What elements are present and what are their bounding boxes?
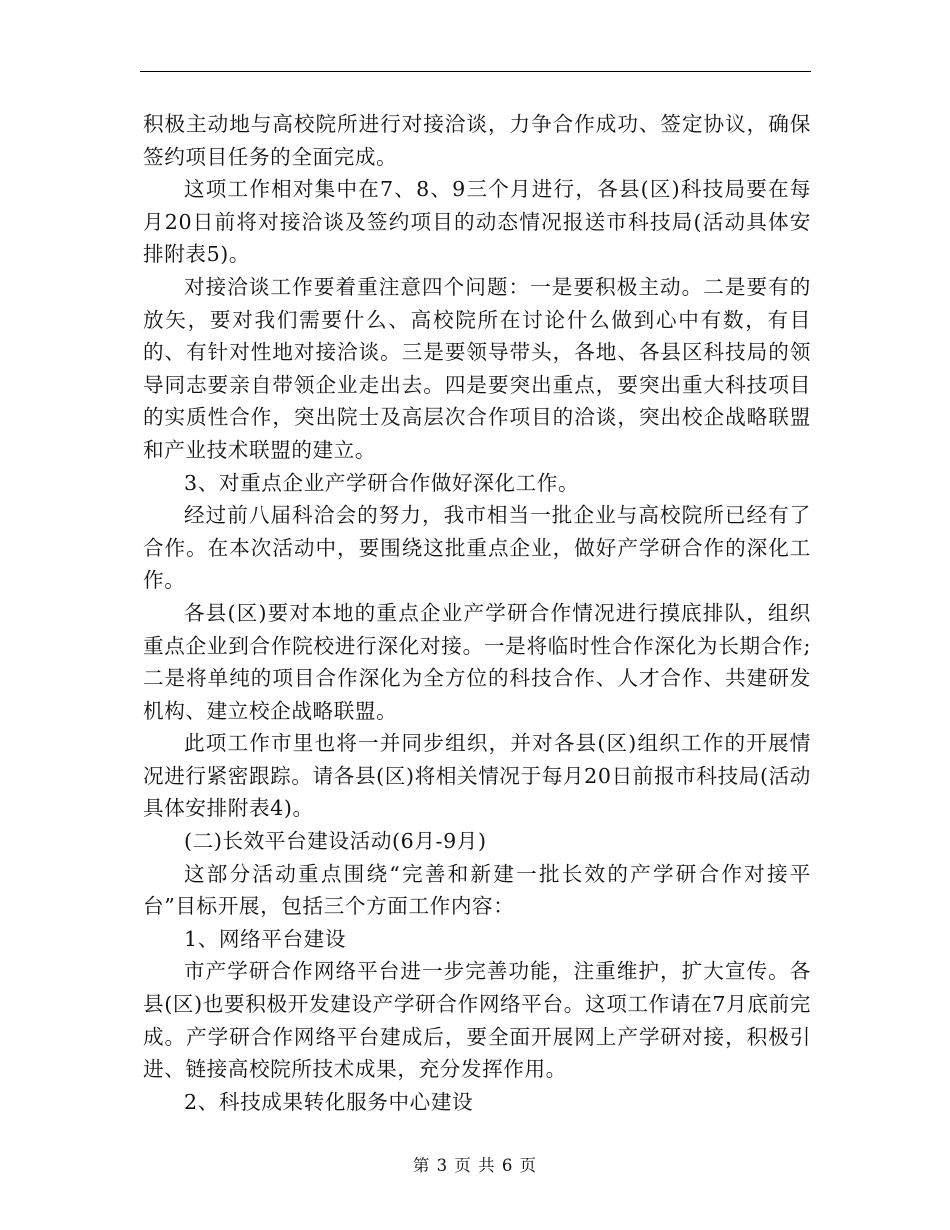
paragraph: 各县(区)要对本地的重点企业产学研合作情况进行摸底排队，组织重点企业到合作院校进行深化对接。一是将临时性合作深化为长期合作;二是将单纯的项目合作深化为全方位的科技合作、人才合作、共建研发机构、建立校企战略联盟。 (143, 600, 811, 723)
section-heading: 3、对重点企业产学研合作做好深化工作。 (184, 470, 580, 495)
paragraph: 此项工作市里也将一并同步组织，并对各县(区)组织工作的开展情况进行紧密跟踪。请各县(区)将相关情况于每月20日前报市科技局(活动具体安排附表4)。 (143, 731, 811, 821)
paragraph: 这项工作相对集中在7、8、9三个月进行，各县(区)科技局要在每月20日前将对接洽谈及签约项目的动态情况报送市科技局(活动具体安排附表5)。 (143, 177, 811, 267)
section-heading: 1、网络平台建设 (184, 926, 347, 951)
paragraph: 这部分活动重点围绕“完善和新建一批长效的产学研合作对接平台”目标开展，包括三个方面工作内容： (143, 861, 811, 919)
paragraph: 对接洽谈工作要着重注意四个问题：一是要积极主动。二是要有的放矢，要对我们需要什么、高校院所在讨论什么做到心中有数，有目的、有针对性地对接洽谈。三是要领导带头，各地、各县区科技局的领导同志要亲自带领企业走出去。四是要突出重点，要突出重大科技项目的实质性合作，突出院士及高层次合作项目的洽谈，突出校企战略联盟和产业技术联盟的建立。 (143, 274, 811, 462)
paragraph: 市产学研合作网络平台进一步完善功能，注重维护，扩大宣传。各县(区)也要积极开发建设产学研合作网络平台。这项工作请在7月底前完成。产学研合作网络平台建成后，要全面开展网上产学研对接，积极引进、链接高校院所技术成果，充分发挥作用。 (143, 959, 811, 1082)
section-heading: (二)长效平台建设活动(6月-9月) (184, 829, 487, 854)
document-body (143, 108, 811, 1118)
paragraph: 经过前八届科洽会的努力，我市相当一批企业与高校院所已经有了合作。在本次活动中，要围绕这批重点企业，做好产学研合作的深化工作。 (143, 503, 811, 593)
paragraph: 积极主动地与高校院所进行对接洽谈，力争合作成功、签定协议，确保签约项目任务的全面完成。 (143, 112, 811, 169)
page-number-footer: 第 3 页 共 6 页 (412, 1156, 538, 1175)
section-heading: 2、科技成果转化服务中心建设 (184, 1089, 474, 1114)
header-rule (140, 71, 811, 72)
